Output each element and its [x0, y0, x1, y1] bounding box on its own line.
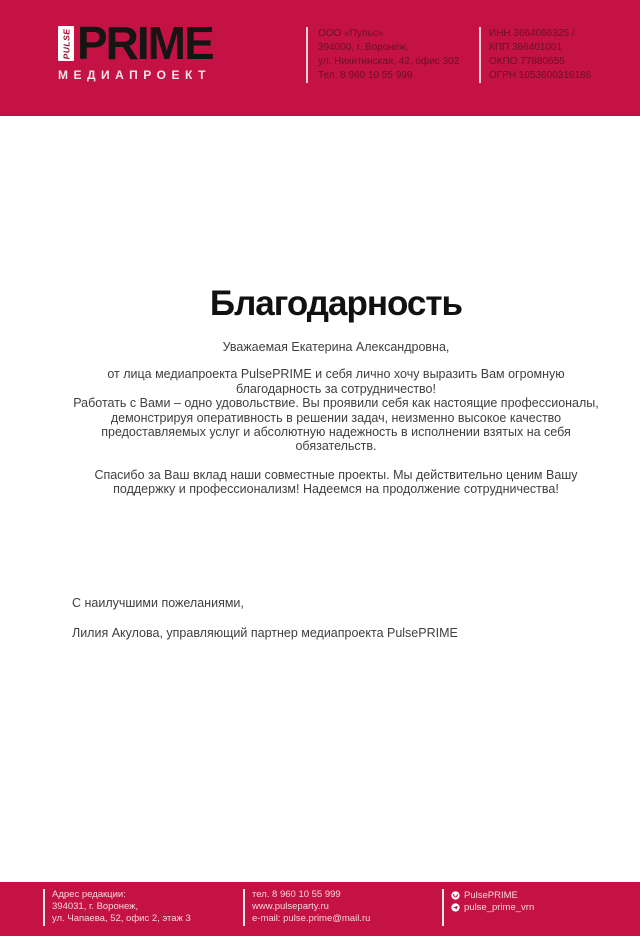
company-phone: Тел. 8 960 10 55 999 — [318, 70, 413, 81]
company-name: ООО «Пульс» — [318, 28, 384, 39]
paragraph: Спасибо за Ваш вклад наши совместные проекты. Мы действительно ценим Вашу поддержку и профессионализм! Надеемся на продолжение сотрудничества! — [94, 467, 578, 496]
social-handle: pulse_prime_vrn — [464, 901, 535, 913]
social-link-vk[interactable] — [451, 890, 534, 902]
footer-address-block — [43, 889, 191, 926]
requisite-okpo: ОКПО 77880655 — [489, 56, 565, 67]
social-link-telegram[interactable] — [451, 902, 534, 914]
requisite-inn: ИНН 3664066325 / — [489, 28, 575, 39]
footer-email-link[interactable]: e-mail: pulse.prime@mail.ru — [252, 912, 371, 924]
letterhead-footer — [0, 882, 640, 936]
closing-line: С наилучшими пожеланиями, — [72, 596, 244, 611]
letter-content — [72, 286, 600, 640]
company-postcode-city: 394000, г. Воронеж, — [318, 42, 409, 53]
logo-subtitle: МЕДИАПРОЕКТ — [58, 68, 211, 82]
footer-address-street: ул. Чапаева, 52, офис 2, этаж 3 — [52, 912, 191, 924]
social-handle: PulsePRIME — [464, 890, 518, 901]
letter-paragraphs — [72, 367, 600, 496]
footer-phone: тел. 8 960 10 55 999 — [252, 889, 341, 900]
pulse-prime-logo — [58, 17, 213, 82]
signature-line: Лилия Акулова, управляющий партнер медиапроекта PulsePRIME — [72, 625, 458, 640]
footer-website-link[interactable]: www.pulseparty.ru — [252, 900, 329, 912]
salutation: Уважаемая Екатерина Александровна, — [222, 340, 450, 354]
logo-row — [58, 17, 213, 69]
letterhead-header — [0, 0, 640, 116]
paragraph: Работать с Вами – одно удовольствие. Вы проявили себя как настоящие профессионалы, демонстрируя оперативность в решении задач, неизменно высокое качество предоставляемых услуг и абсолютную надежность в исполнении взятых на себя обязательств. — [73, 396, 599, 454]
footer-address-city: 394031, г. Воронеж, — [52, 900, 139, 912]
pulse-logo-badge — [58, 26, 74, 61]
letter-title: Благодарность — [209, 284, 463, 323]
requisite-ogrn: ОГРН 1053600316186 — [489, 70, 592, 81]
footer-social-block — [442, 889, 534, 926]
company-street: ул. Никитинская, 42, офис 302 — [318, 56, 460, 67]
header-company-block — [306, 27, 459, 83]
prime-logo-text: PRIME — [77, 17, 213, 69]
telegram-circle-icon — [451, 903, 460, 912]
pulse-logo-text: PULSE — [61, 28, 71, 59]
footer-address-title: Адрес редакции: — [52, 889, 126, 900]
footer-contacts-block — [243, 889, 370, 926]
vk-circle-icon — [451, 891, 460, 900]
requisite-kpp: КПП 366401001 — [489, 42, 563, 53]
paragraph: от лица медиапроекта PulsePRIME и себя лично хочу выразить Вам огромную благодарность за сотрудничество! — [107, 367, 565, 396]
header-requisites-block — [479, 27, 591, 83]
